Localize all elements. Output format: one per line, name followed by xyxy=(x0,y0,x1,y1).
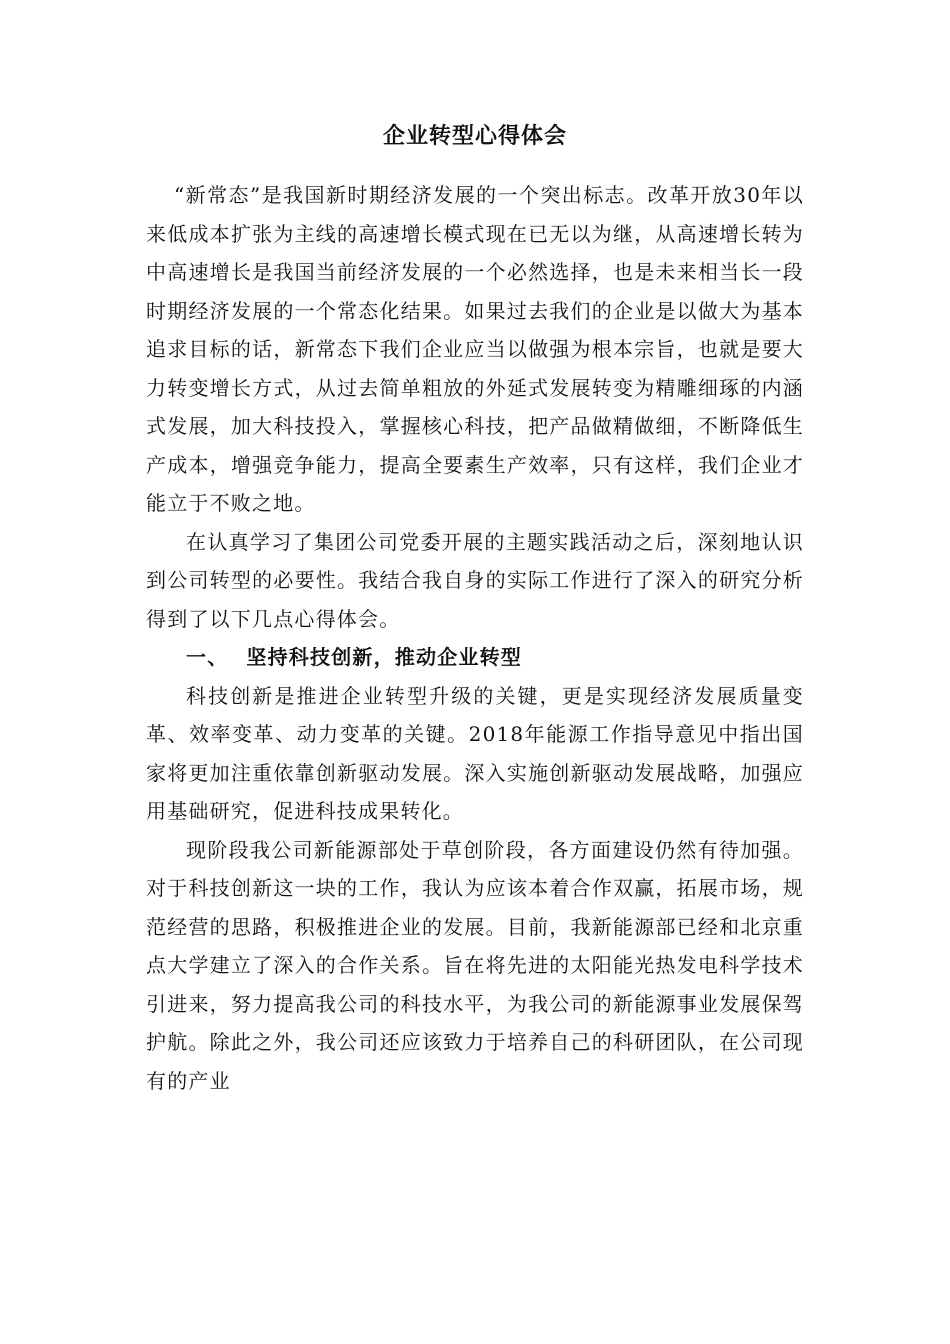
document-body xyxy=(146,176,804,1100)
paragraph-tech-innovation: 科技创新是推进企业转型升级的关键，更是实现经济发展质量变革、效率变革、动力变革的关键。2018年能源工作指导意见中指出国家将更加注重依靠创新驱动发展。深入实施创新驱动发展战略，加强应用基础研究，促进科技成果转化。 xyxy=(146,683,804,823)
document-title: 企业转型心得体会 xyxy=(382,124,567,149)
paragraph-current-stage: 现阶段我公司新能源部处于草创阶段，各方面建设仍然有待加强。对于科技创新这一块的工作，我认为应该本着合作双赢，拓展市场，规范经营的思路，积极推进企业的发展。目前，我新能源部已经和北京重点大学建立了深入的合作关系。旨在将先进的太阳能光热发电科学技术引进来，努力提高我公司的科技水平，为我公司的新能源事业发展保驾护航。除此之外，我公司还应该致力于培养自己的科研团队，在公司现有的产业 xyxy=(146,837,804,1093)
section-heading xyxy=(146,638,804,677)
section-heading-text: 坚持科技创新，推动企业转型 xyxy=(246,645,523,669)
paragraph-study-reflection: 在认真学习了集团公司党委开展的主题实践活动之后，深刻地认识到公司转型的必要性。我结合我自身的实际工作进行了深入的研究分析得到了以下几点心得体会。 xyxy=(146,529,804,631)
paragraph-new-normal: “新常态”是我国新时期经济发展的一个突出标志。改革开放30年以来低成本扩张为主线的高速增长模式现在已无以为继，从高速增长转为中高速增长是我国当前经济发展的一个必然选择，也是未来相当长一段时期经济发展的一个常态化结果。如果过去我们的企业是以做大为基本追求目标的话，新常态下我们企业应当以做强为根本宗旨，也就是要大力转变增长方式，从过去简单粗放的外延式发展转变为精雕细琢的内涵式发展，加大科技投入，掌握核心科技，把产品做精做细，不断降低生产成本，增强竞争能力，提高全要素生产效率，只有这样，我们企业才能立于不败之地。 xyxy=(146,183,804,515)
section-number: 一、 xyxy=(186,645,229,669)
